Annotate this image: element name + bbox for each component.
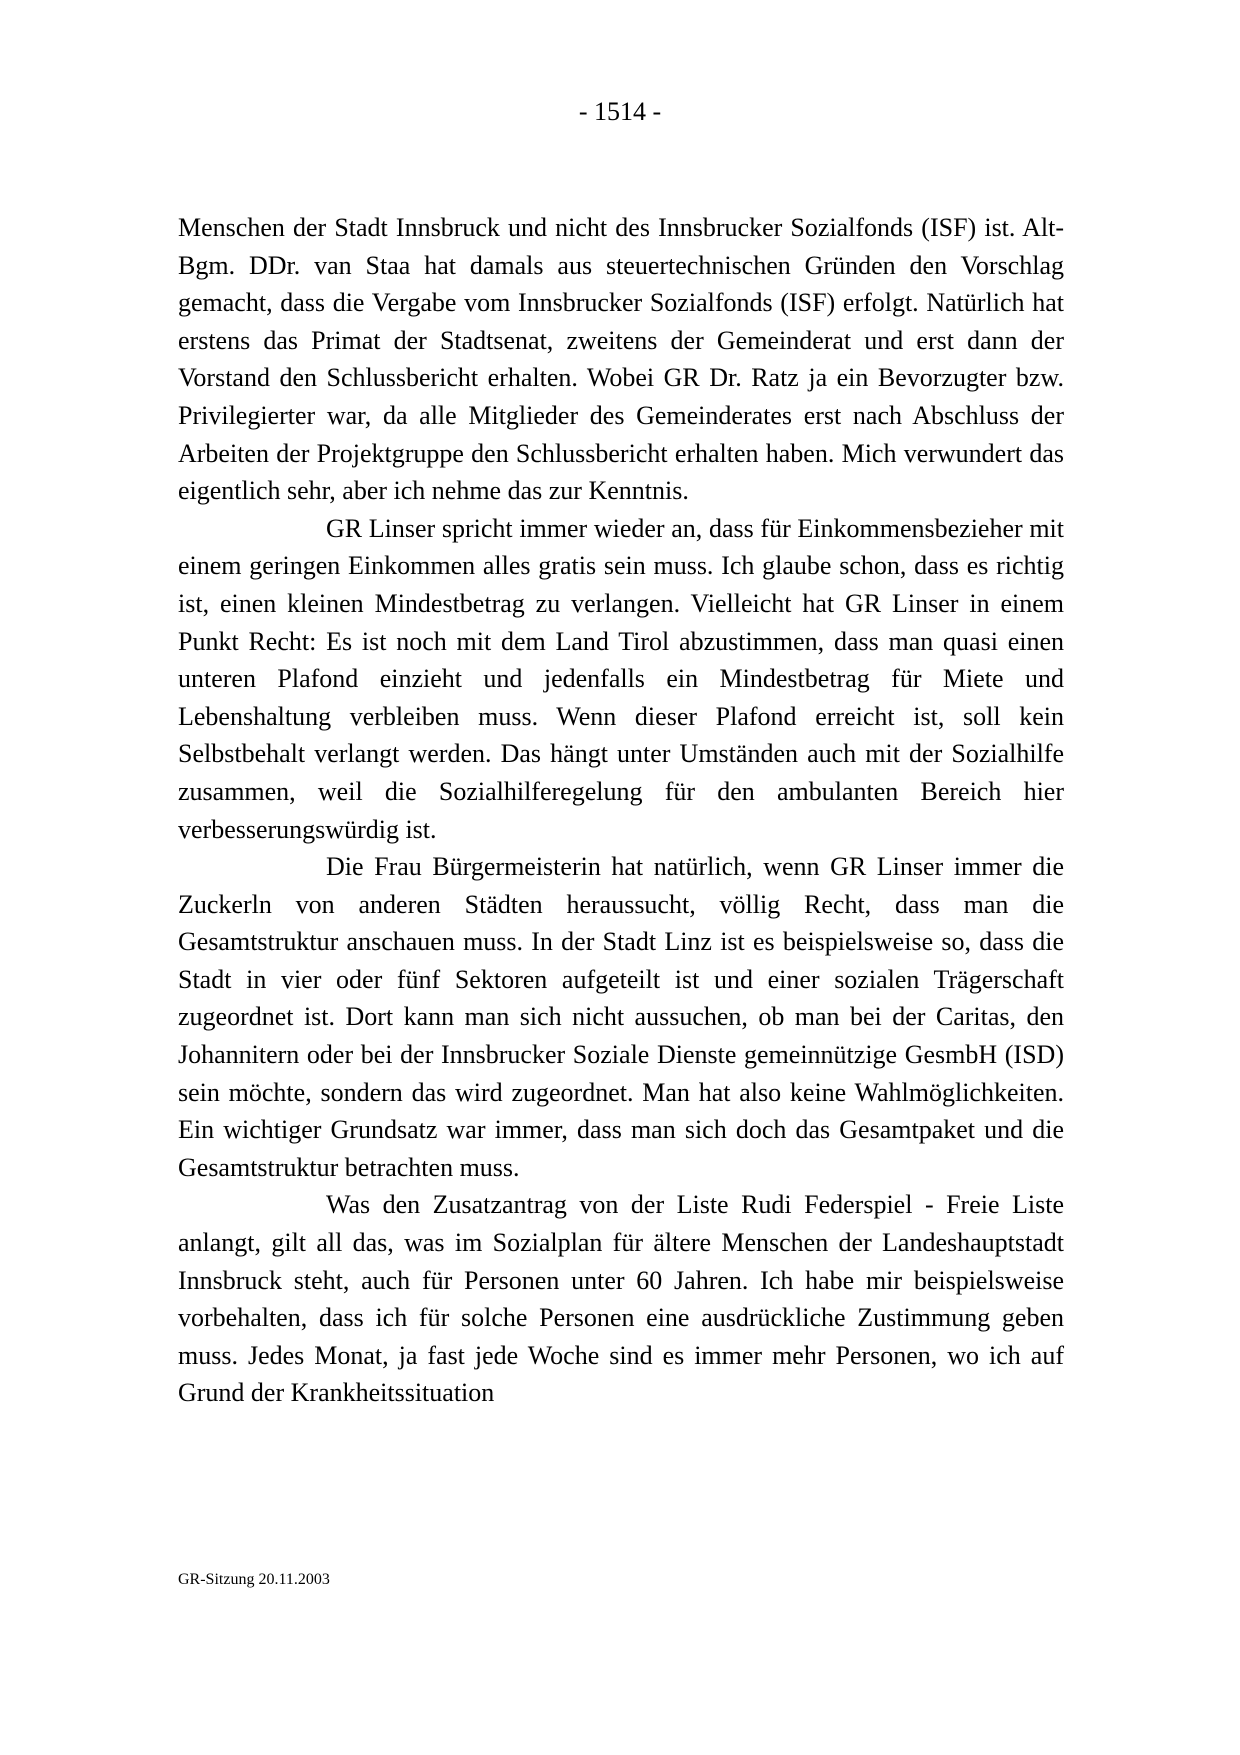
body-text (178, 209, 1064, 1412)
paragraph-4: Was den Zusatzantrag von der Liste Rudi Federspiel - Freie Liste anlangt, gilt all das, was im Sozialplan für ältere Menschen der Landeshauptstadt Innsbruck steht, auch für Personen unter 60 Jahren. Ich habe mir beispielsweise vorbehalten, dass ich für solche Personen eine ausdrückliche Zustimmung geben muss. Jedes Monat, ja fast jede Woche sind es immer mehr Personen, wo ich auf Grund der Krankheitssituation (178, 1190, 1064, 1408)
paragraph-2: GR Linser spricht immer wieder an, dass für Einkommensbezieher mit einem geringen Einkommen alles gratis sein muss. Ich glaube schon, dass es richtig ist, einen kleinen Mindestbetrag zu verlangen. Vielleicht hat GR Linser in einem Punkt Recht: Es ist noch mit dem Land Tirol abzustimmen, dass man quasi einen unteren Plafond einzieht und jedenfalls ein Mindestbetrag für Miete und Lebenshaltung verbleiben muss. Wenn dieser Plafond erreicht ist, soll kein Selbstbehalt verlangt werden. Das hängt unter Umständen auch mit der Sozialhilfe zusammen, weil die Sozialhilferegelung für den ambulanten Bereich hier verbesserungswürdig ist. (178, 513, 1064, 844)
footer-session-date: GR-Sitzung 20.11.2003 (178, 1571, 330, 1588)
paragraph-3: Die Frau Bürgermeisterin hat natürlich, wenn GR Linser immer die Zuckerln von anderen Städten heraussucht, völlig Recht, dass man die Gesamtstruktur anschauen muss. In der Stadt Linz ist es beispielsweise so, dass die Stadt in vier oder fünf Sektoren aufgeteilt ist und einer sozialen Trägerschaft zugeordnet ist. Dort kann man sich nicht aussuchen, ob man bei der Caritas, den Johannitern oder bei der Innsbrucker Soziale Dienste gemeinnützige GesmbH (ISD) sein möchte, sondern das wird zugeordnet. Man hat also keine Wahlmöglichkeiten. Ein wichtiger Grundsatz war immer, dass man sich doch das Gesamtpaket und die Gesamtstruktur betrachten muss. (178, 852, 1064, 1182)
paragraph-1: Menschen der Stadt Innsbruck und nicht des Innsbrucker Sozialfonds (ISF) ist. Alt-Bgm. DDr. van Staa hat damals aus steuertechnischen Gründen den Vorschlag gemacht, dass die Vergabe vom Innsbrucker Sozialfonds (ISF) erfolgt. Natürlich hat erstens das Primat der Stadtsenat, zweitens der Gemeinderat und erst dann der Vorstand den Schlussbericht erhalten. Wobei GR Dr. Ratz ja ein Bevorzugter bzw. Privilegierter war, da alle Mitglieder des Gemeinderates erst nach Abschluss der Arbeiten der Projektgruppe den Schlussbericht erhalten haben. Mich verwundert das eigentlich sehr, aber ich nehme das zur Kenntnis. (178, 213, 1064, 506)
page-number: - 1514 - (578, 97, 662, 126)
